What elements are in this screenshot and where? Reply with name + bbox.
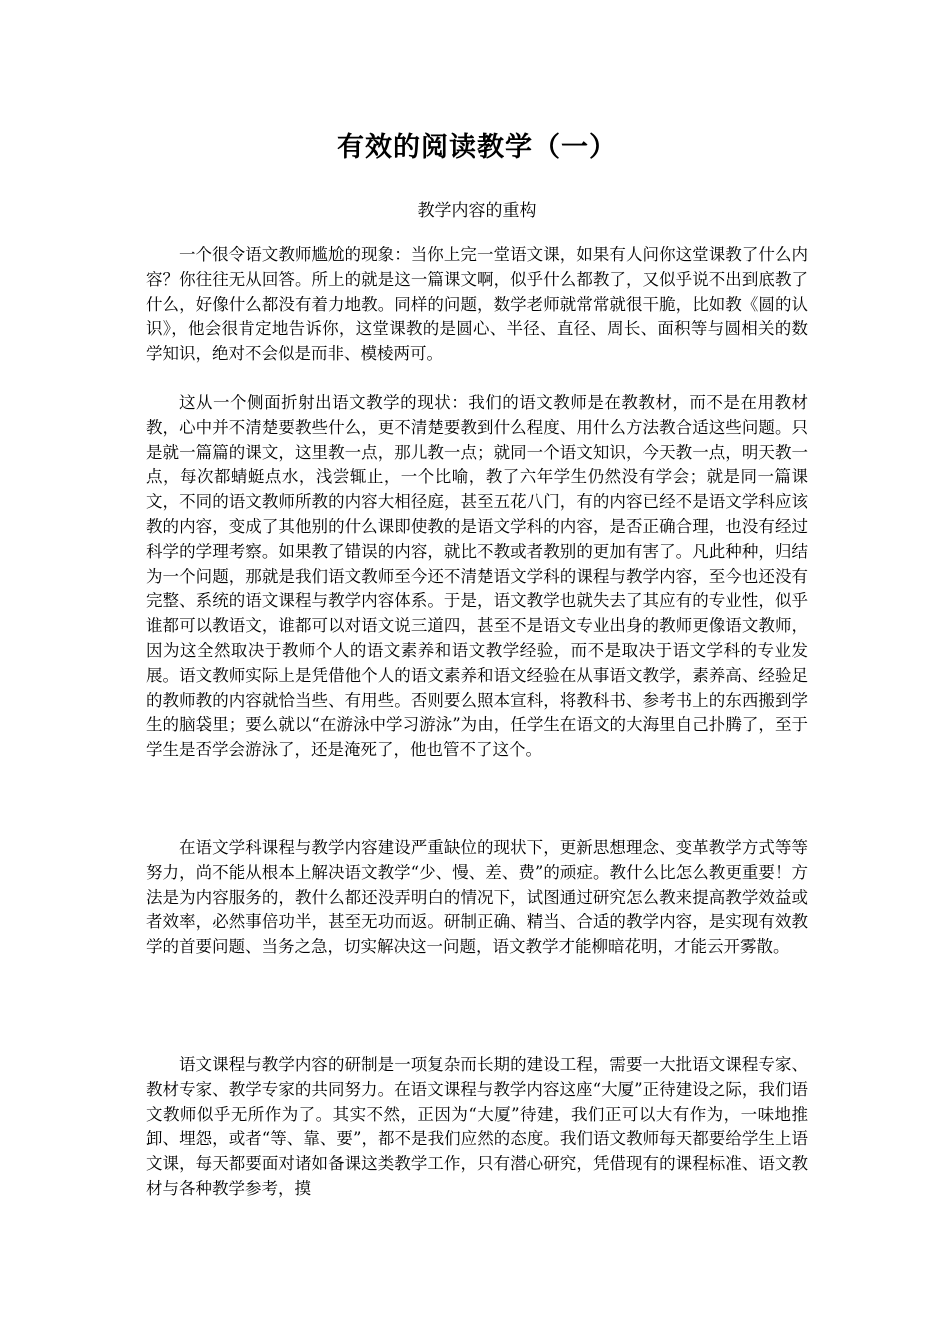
- paragraph: 在语文学科课程与教学内容建设严重缺位的现状下，更新思想理念、变革教学方式等等努力，尚不能从根本上解决语文教学“少、慢、差、费”的顽症。教什么比怎么教更重要！方法是为内容服务的，教什么都还没弄明白的情况下，试图通过研究怎么教来提高教学效益或者效率，必然事倍功半，甚至无功而返。研制正确、精当、合适的教学内容，是实现有效教学的首要问题、当务之急，切实解决这一问题，语文教学才能柳暗花明，才能云开雾散。: [146, 838, 808, 957]
- paragraph: 这从一个侧面折射出语文教学的现状：我们的语文教师是在教教材，而不是在用教材教，心中并不清楚要教些什么，更不清楚要教到什么程度、用什么方法教合适这些问题。只是就一篇篇的课文，这里教一点，那儿教一点；就同一个语文知识，今天教一点，明天教一点，每次都蜻蜓点水，浅尝辄止，一个比喻，教了六年学生仍然没有学会；就是同一篇课文，不同的语文教师所教的内容大相径庭，甚至五花八门，有的内容已经不是语文学科应该教的内容，变成了其他别的什么课即使教的是语文学科的内容，是否正确合理，也没有经过科学的学理考察。如果教了错误的内容，就比不教或者教别的更加有害了。凡此种种，归结为一个问题，那就是我们语文教师至今还不清楚语文学科的课程与教学内容，至今也还没有完整、系统的语文课程与教学内容体系。于是，语文教学也就失去了其应有的专业性，似乎谁都可以教语文，谁都可以对语文说三道四，甚至不是语文专业出身的教师更像语文教师，因为这全然取决于教师个人的语文素养和语文教学经验，而不是取决于语文学科的专业发展。语文教师实际上是凭借他个人的语文素养和语文经验在从事语文教学，素养高、经验足的教师教的内容就恰当些、有用些。否则要么照本宣科，将教科书、参考书上的东西搬到学生的脑袋里；要么就以“在游泳中学习游泳”为由，任学生在语文的大海里自己扑腾了，至于学生是否学会游泳了，还是淹死了，他也管不了这个。: [146, 393, 808, 760]
- document-title: 有效的阅读教学（一）: [337, 132, 617, 163]
- paragraph: 一个很令语文教师尴尬的现象：当你上完一堂语文课，如果有人问你这堂课教了什么内容？你往往无从回答。所上的就是这一篇课文啊，似乎什么都教了，又似乎说不出到底教了什么，好像什么都没有着力地教。同样的问题，数学老师就常常就很干脆，比如教《圆的认识》，他会很肯定地告诉你，这堂课教的是圆心、半径、直径、周长、面积等与圆相关的数学知识，绝对不会似是而非、模棱两可。: [146, 245, 808, 364]
- document-subtitle: 教学内容的重构: [417, 201, 537, 221]
- paragraph: 语文课程与教学内容的研制是一项复杂而长期的建设工程，需要一大批语文课程专家、教材专家、教学专家的共同努力。在语文课程与教学内容这座“大厦”正待建设之际，我们语文教师似乎无所作为了。其实不然，正因为“大厦”待建，我们正可以大有作为，一味地推卸、埋怨，或者“等、靠、要”，都不是我们应然的态度。我们语文教师每天都要给学生上语文课，每天都要面对诸如备课这类教学工作，只有潜心研究，凭借现有的课程标准、语文教材与各种教学参考，摸: [146, 1055, 808, 1198]
